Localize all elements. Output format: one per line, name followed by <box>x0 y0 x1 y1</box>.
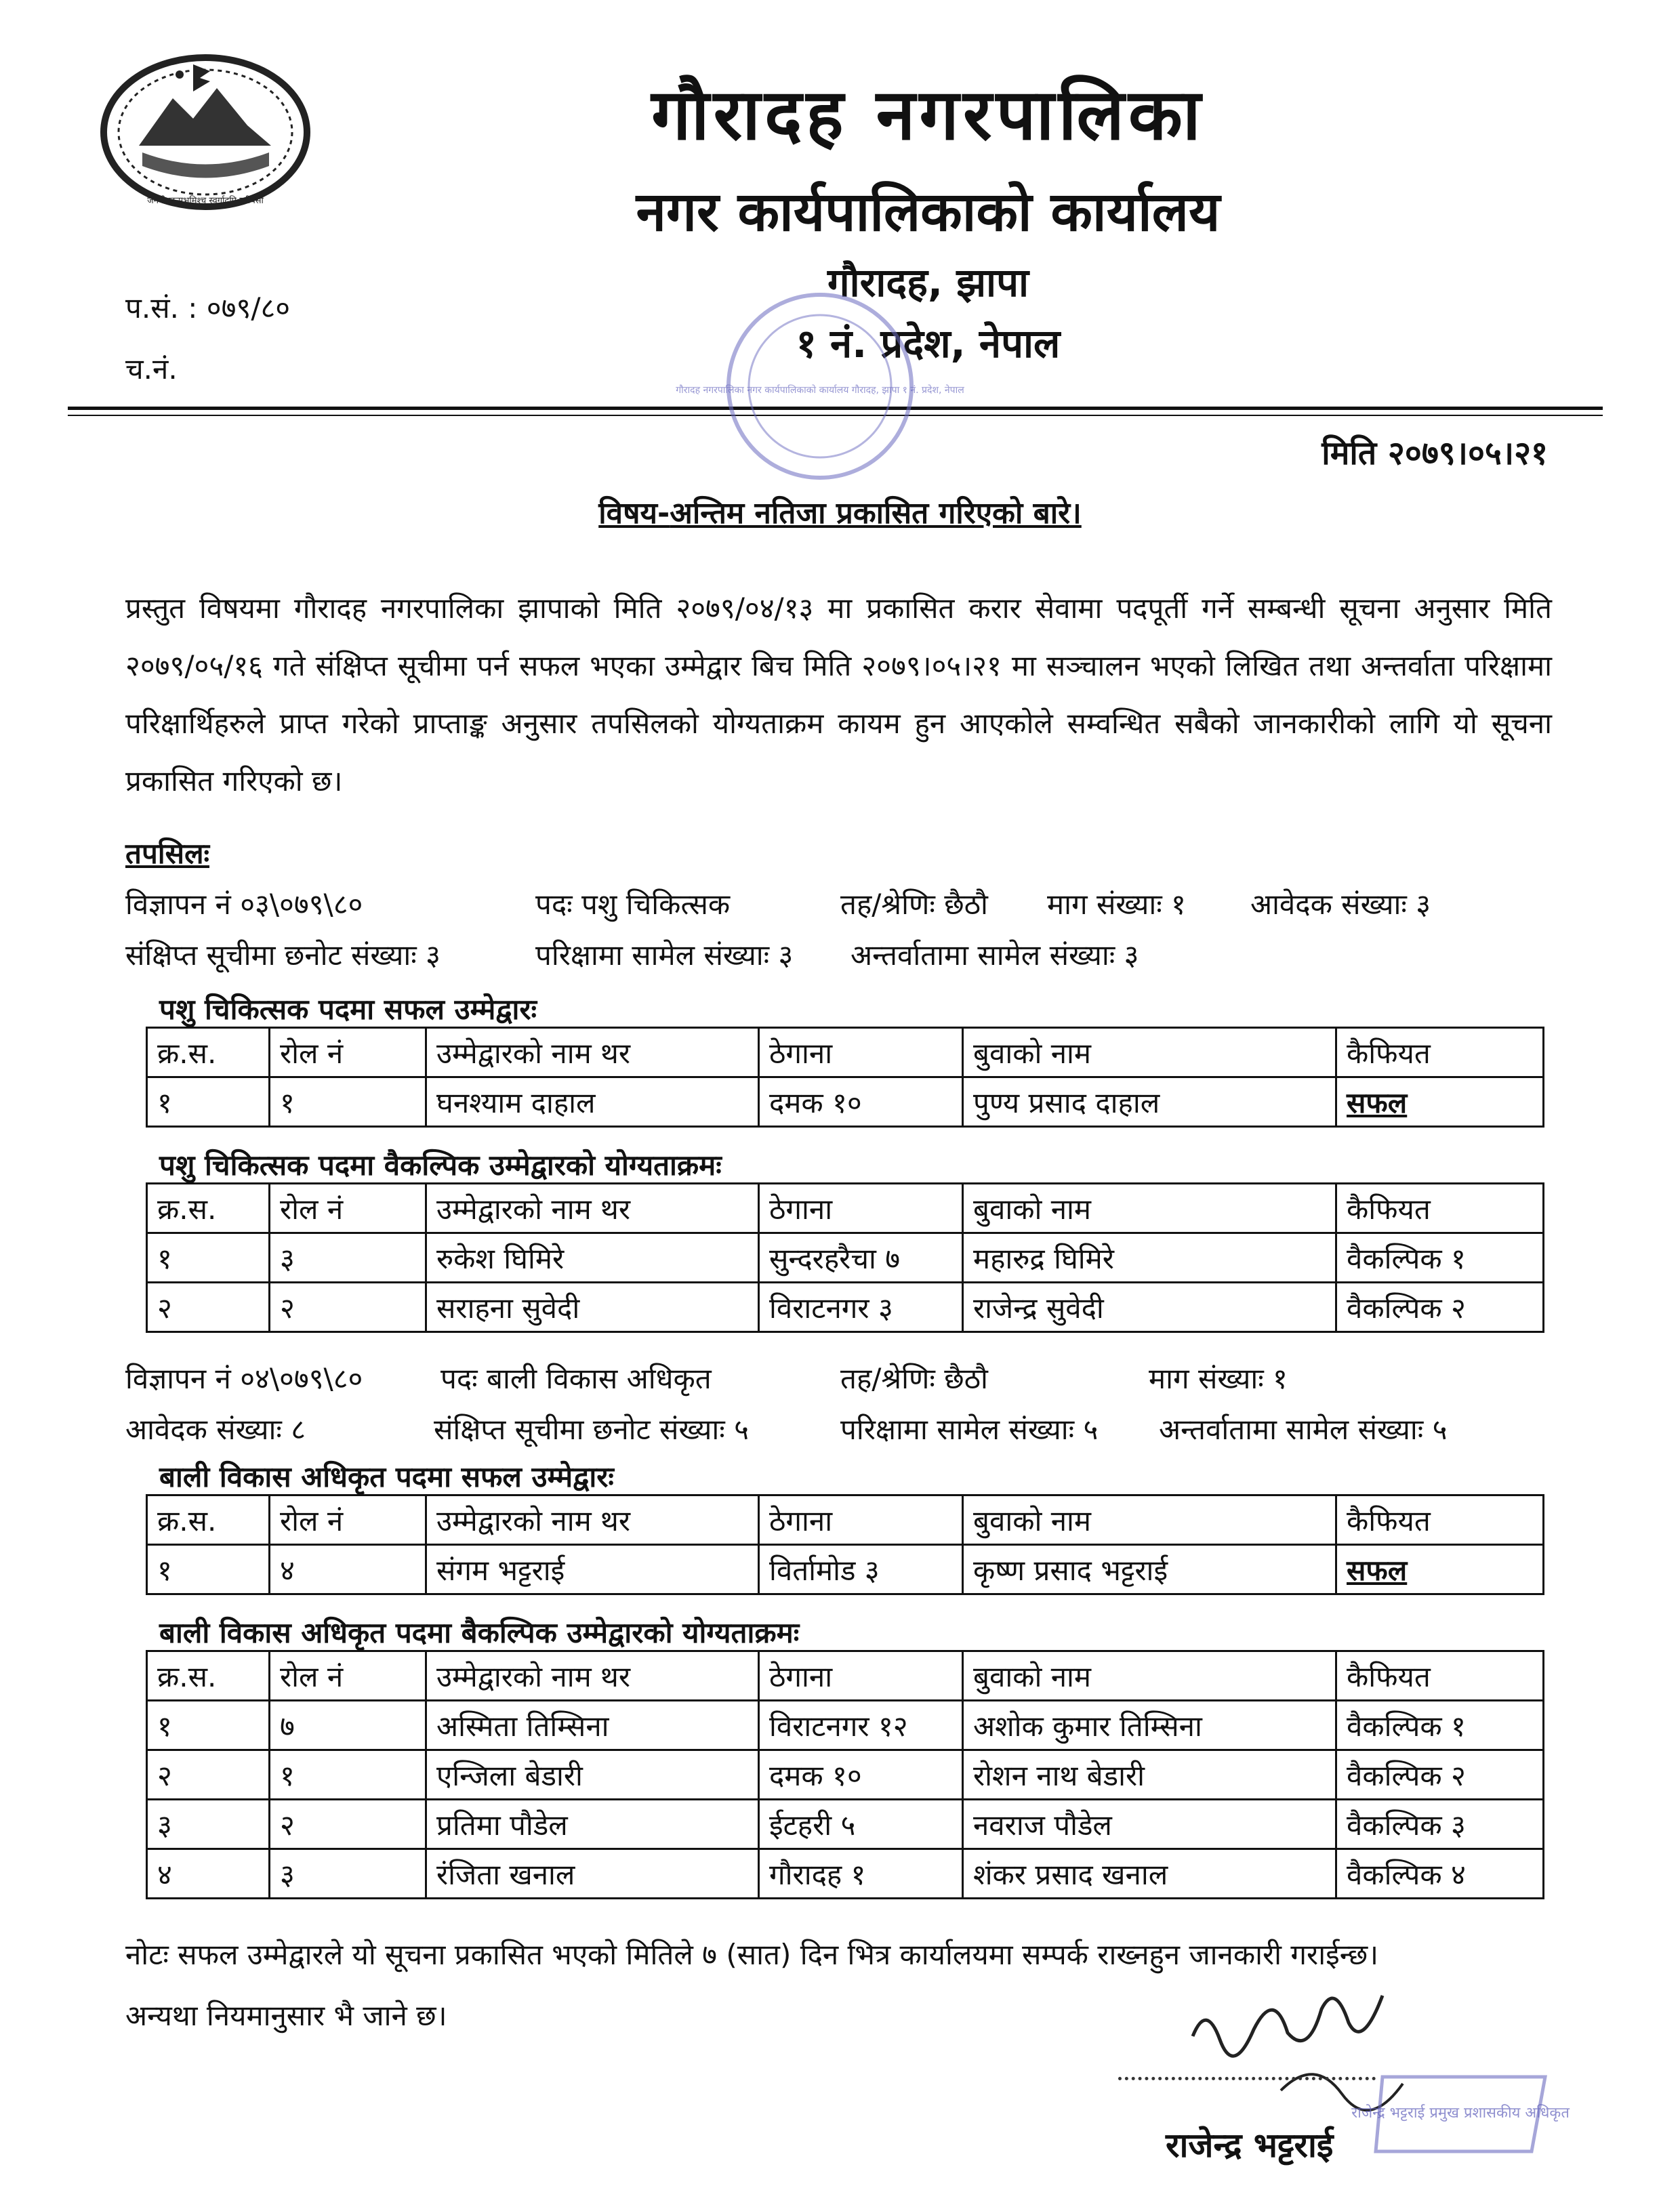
office-stamp-icon <box>676 285 964 488</box>
table-row <box>147 1077 1544 1127</box>
cell-father: कृष्ण प्रसाद भट्टराई <box>963 1545 1336 1594</box>
cell-address: दमक १० <box>759 1750 963 1800</box>
table-vet-successful <box>146 1027 1544 1128</box>
header-roll: रोल नं <box>270 1028 426 1077</box>
table-row <box>147 1800 1544 1849</box>
header-address: ठेगाना <box>759 1651 963 1701</box>
cell-remarks: वैकल्पिक १ <box>1336 1233 1544 1283</box>
table-row <box>147 1701 1544 1750</box>
cell-sn: १ <box>147 1545 270 1594</box>
cell-name: रंजिता खनाल <box>426 1849 759 1899</box>
header-address: ठेगाना <box>759 1495 963 1545</box>
header-father: बुवाको नाम <box>963 1651 1336 1701</box>
header-roll: रोल नं <box>270 1495 426 1545</box>
ad1-level: तह/श्रेणिः छैठौ <box>840 888 988 921</box>
table-header-row <box>147 1651 1544 1701</box>
cell-address: विराटनगर १२ <box>759 1701 963 1750</box>
cell-roll: २ <box>270 1800 426 1849</box>
table2-title: पशु चिकित्सक पदमा वैकल्पिक उम्मेद्वारको योग्यताक्रमः <box>159 1149 722 1182</box>
cell-sn: १ <box>147 1701 270 1750</box>
ad2-number: विज्ञापन नं ०४\०७९\८० <box>125 1362 363 1395</box>
cell-sn: ३ <box>147 1800 270 1849</box>
ad2-shortlist: संक्षिप्त सूचीमा छनोट संख्याः ५ <box>434 1413 749 1446</box>
cell-father: महारुद्र घिमिरे <box>963 1233 1336 1283</box>
header-father: बुवाको नाम <box>963 1495 1336 1545</box>
table-agri-successful <box>146 1494 1544 1595</box>
ad1-interview: अन्तर्वातामा सामेल संख्याः ३ <box>851 938 1139 972</box>
ad2-post: पदः बाली विकास अधिकृत <box>441 1362 712 1395</box>
header-sn: क्र.स. <box>147 1495 270 1545</box>
header-name: उम्मेद्वारको नाम थर <box>426 1184 759 1233</box>
cell-remarks: सफल <box>1336 1077 1544 1127</box>
cell-address: विराटनगर ३ <box>759 1283 963 1332</box>
table-row <box>147 1849 1544 1899</box>
office-province: १ नं. प्रदेश, नेपाल <box>796 321 1061 367</box>
header-remarks: कैफियत <box>1336 1028 1544 1077</box>
cell-remarks: सफल <box>1336 1545 1544 1594</box>
signatory-name: राजेन्द्र भट्टराई <box>1166 2126 1334 2165</box>
ad1-shortlist: संक्षिप्त सूचीमा छनोट संख्याः ३ <box>125 938 441 972</box>
header-father: बुवाको नाम <box>963 1028 1336 1077</box>
cell-address: सुन्दरहरैचा ७ <box>759 1233 963 1283</box>
header-father: बुवाको नाम <box>963 1184 1336 1233</box>
cell-name: घनश्याम दाहाल <box>426 1077 759 1127</box>
ad1-post: पदः पशु चिकित्सक <box>535 888 731 921</box>
header-remarks: कैफियत <box>1336 1184 1544 1233</box>
reference-number: प.सं. : ०७९/८० <box>125 291 291 325</box>
table-row <box>147 1233 1544 1283</box>
table-row <box>147 1545 1544 1594</box>
cell-father: पुण्य प्रसाद दाहाल <box>963 1077 1336 1127</box>
header-name: उम्मेद्वारको नाम थर <box>426 1028 759 1077</box>
body-paragraph: प्रस्तुत विषयमा गौरादह नगरपालिका झापाको मिति २०७९/०४/१३ मा प्रकासित करार सेवामा पदपूर्ती गर्ने सम्बन्धी सूचना अनुसार मिति २०७९/०५/१६ गते संक्षिप्त सूचीमा पर्न सफल भएका उम्मेद्वार बिच मिति २०७९।०५।२१ मा सञ्चालन भएको लिखित तथा अन्तर्वाता परिक्षामा परिक्षार्थिहरुले प्राप्त गरेको प्राप्ताङ्क अनुसार तपसिलको योग्यताक्रम कायम हुन आएकोले सम्वन्धित सबैको जानकारीको लागि यो सूचना प्रकासित गरिएको छ। <box>125 592 1552 798</box>
cell-roll: १ <box>270 1750 426 1800</box>
header-sn: क्र.स. <box>147 1184 270 1233</box>
header-sn: क्र.स. <box>147 1028 270 1077</box>
cell-name: प्रतिमा पौडेल <box>426 1800 759 1849</box>
header-address: ठेगाना <box>759 1184 963 1233</box>
cell-roll: ३ <box>270 1849 426 1899</box>
cell-father: शंकर प्रसाद खनाल <box>963 1849 1336 1899</box>
header-remarks: कैफियत <box>1336 1651 1544 1701</box>
subject-text: अन्तिम नतिजा प्रकासित गरिएको बारे। <box>670 496 1082 531</box>
header-roll: रोल नं <box>270 1184 426 1233</box>
cell-roll: २ <box>270 1283 426 1332</box>
ad1-number: विज्ञापन नं ०३\०७९\८० <box>125 888 363 921</box>
header-roll: रोल नं <box>270 1651 426 1701</box>
cell-address: गौरादह १ <box>759 1849 963 1899</box>
cell-remarks: वैकल्पिक १ <box>1336 1701 1544 1750</box>
dispatch-number: च.नं. <box>125 352 178 386</box>
cell-address: ईटहरी ५ <box>759 1800 963 1849</box>
cell-remarks: वैकल्पिक ४ <box>1336 1849 1544 1899</box>
ad2-applicants: आवेदक संख्याः ८ <box>125 1413 306 1446</box>
signatory-stamp-text: राजेन्द्र भट्टराई प्रमुख प्रशासकीय अधिकृत <box>1351 2105 1570 2122</box>
header-remarks: कैफियत <box>1336 1495 1544 1545</box>
cell-remarks: वैकल्पिक २ <box>1336 1750 1544 1800</box>
cell-sn: १ <box>147 1077 270 1127</box>
cell-father: रोशन नाथ बेडारी <box>963 1750 1336 1800</box>
emblem-text: जननी जन्मभूमिश्च स्वर्गादपि गरीयसी <box>147 196 264 206</box>
tapsil-heading: तपसिलः <box>125 837 210 870</box>
subject-prefix: विषय- <box>598 496 670 531</box>
cell-name: सराहना सुवेदी <box>426 1283 759 1332</box>
cell-name: एन्जिला बेडारी <box>426 1750 759 1800</box>
notice-date: मिति २०७९।०५।२१ <box>1322 434 1548 472</box>
table-row <box>147 1283 1544 1332</box>
table4-title: बाली विकास अधिकृत पदमा बैकल्पिक उम्मेद्वारको योग्यताक्रमः <box>159 1616 800 1649</box>
subject-line <box>0 491 1680 532</box>
table-header-row <box>147 1028 1544 1077</box>
ad2-level: तह/श्रेणिः छैठौ <box>840 1362 988 1395</box>
ad1-exam: परिक्षामा सामेल संख्याः ३ <box>535 938 794 972</box>
cell-name: अस्मिता तिम्सिना <box>426 1701 759 1750</box>
header-name: उम्मेद्वारको नाम थर <box>426 1651 759 1701</box>
table1-title: पशु चिकित्सक पदमा सफल उम्मेद्वारः <box>159 993 537 1026</box>
signature-line <box>1118 2077 1376 2080</box>
cell-address: दमक १० <box>759 1077 963 1127</box>
header-address: ठेगाना <box>759 1028 963 1077</box>
table-header-row <box>147 1495 1544 1545</box>
cell-sn: २ <box>147 1750 270 1800</box>
cell-father: राजेन्द्र सुवेदी <box>963 1283 1336 1332</box>
ad2-exam: परिक्षामा सामेल संख्याः ५ <box>840 1413 1099 1446</box>
office-place: गौरादह, झापा <box>827 260 1029 306</box>
table-row <box>147 1750 1544 1800</box>
cell-sn: १ <box>147 1233 270 1283</box>
ad1-applicants: आवेदक संख्याः ३ <box>1250 888 1431 921</box>
cell-sn: २ <box>147 1283 270 1332</box>
header-name: उम्मेद्वारको नाम थर <box>426 1495 759 1545</box>
note-line-2: अन्यथा नियमानुसार भै जाने छ। <box>125 1999 447 2032</box>
cell-roll: १ <box>270 1077 426 1127</box>
cell-remarks: वैकल्पिक ३ <box>1336 1800 1544 1849</box>
office-stamp-text: गौरादह नगरपालिका नगर कार्यपालिकाको कार्यालय गौरादह, झापा १ नं. प्रदेश, नेपाल <box>676 385 964 396</box>
office-title: नगर कार्यपालिकाको कार्यालय <box>636 180 1221 243</box>
note-line-1: नोटः सफल उम्मेद्वारले यो सूचना प्रकासित भएको मितिले ७ (सात) दिन भित्र कार्यालयमा सम्पर्क राख्नहुन जानकारी गराईन्छ। <box>125 1938 1379 1971</box>
cell-father: अशोक कुमार तिम्सिना <box>963 1701 1336 1750</box>
header-sn: क्र.स. <box>147 1651 270 1701</box>
cell-address: विर्तामोड ३ <box>759 1545 963 1594</box>
cell-roll: ३ <box>270 1233 426 1283</box>
municipality-title: गौरादह नगरपालिका <box>651 73 1205 156</box>
ad2-interview: अन्तर्वातामा सामेल संख्याः ५ <box>1159 1413 1448 1446</box>
cell-father: नवराज पौडेल <box>963 1800 1336 1849</box>
table-agri-alternate <box>146 1650 1544 1899</box>
cell-sn: ४ <box>147 1849 270 1899</box>
table-header-row <box>147 1184 1544 1233</box>
table3-title: बाली विकास अधिकृत पदमा सफल उम्मेद्वारः <box>159 1460 614 1493</box>
cell-name: रुकेश घिमिरे <box>426 1233 759 1283</box>
cell-name: संगम भट्टराई <box>426 1545 759 1594</box>
cell-roll: ४ <box>270 1545 426 1594</box>
cell-roll: ७ <box>270 1701 426 1750</box>
ad1-demand: माग संख्याः १ <box>1047 888 1186 921</box>
ad2-demand: माग संख्याः १ <box>1149 1362 1288 1395</box>
cell-remarks: वैकल्पिक २ <box>1336 1283 1544 1332</box>
table-vet-alternate <box>146 1182 1544 1333</box>
